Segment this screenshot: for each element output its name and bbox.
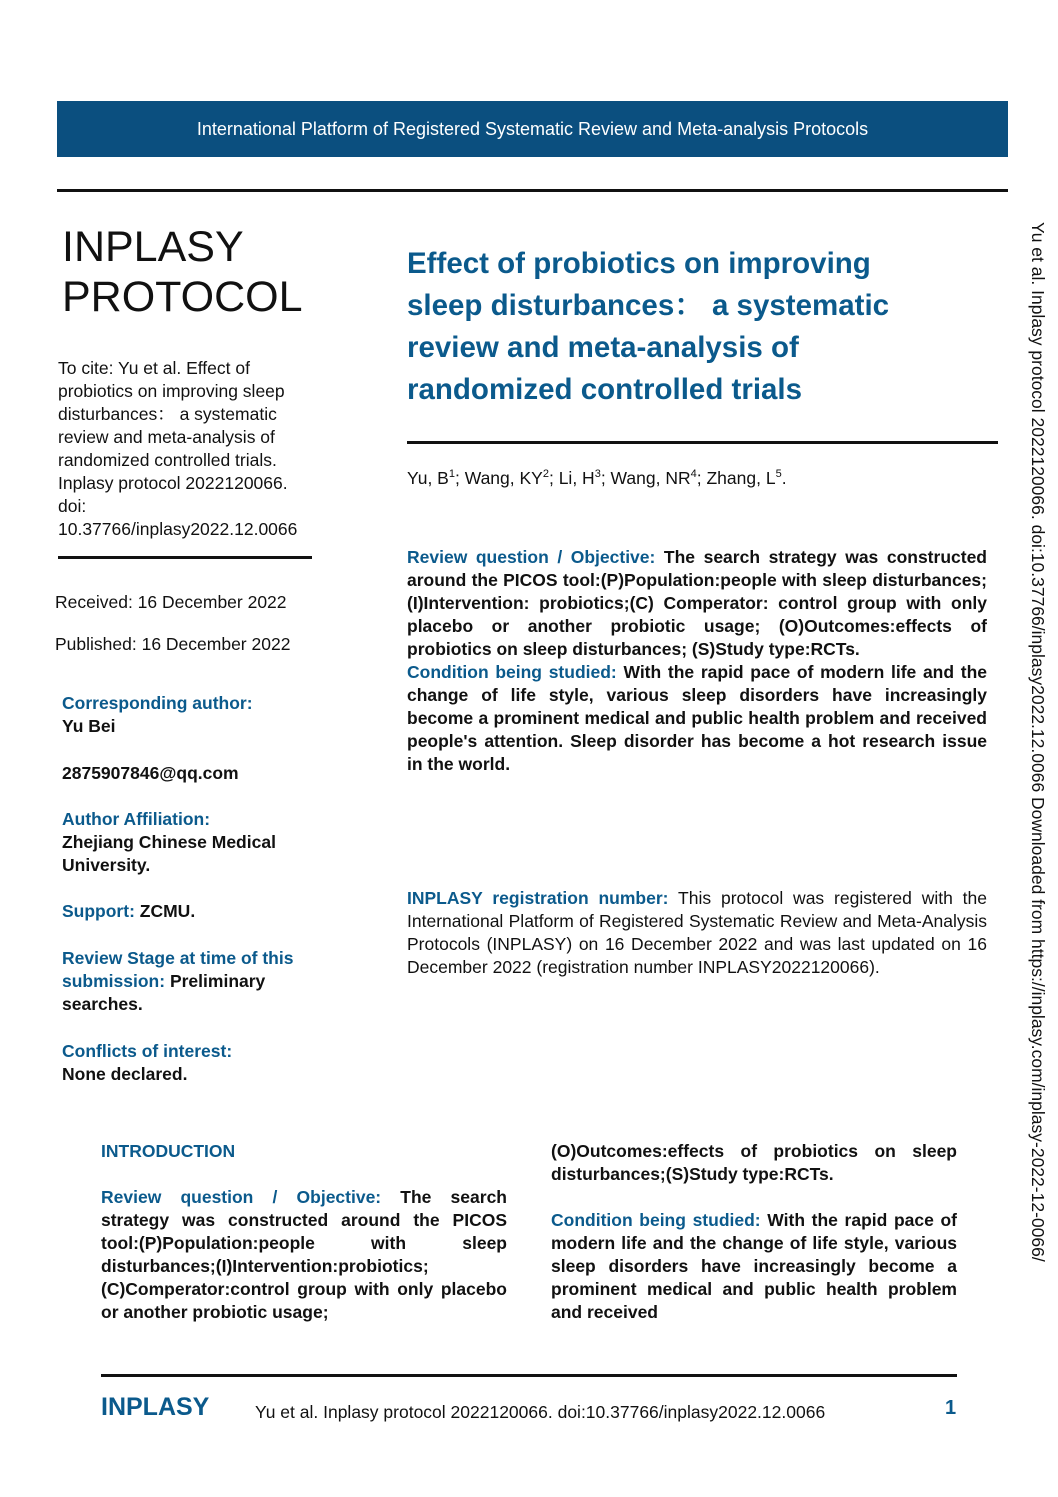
footer-brand: INPLASY <box>101 1393 210 1421</box>
cite-line: review and meta-analysis of <box>58 427 275 447</box>
author-name: Zhang, L <box>706 468 776 488</box>
corresponding-label: Corresponding author: <box>62 693 253 713</box>
stage-value: Preliminary searches. <box>62 971 266 1014</box>
left-divider <box>58 556 312 559</box>
page-number: 1 <box>945 1397 957 1419</box>
stage-label: Review Stage at time of this submission: <box>62 948 294 991</box>
affiliation-label: Author Affiliation: <box>62 809 211 829</box>
citation-block <box>58 357 333 541</box>
published-date: Published: 16 December 2022 <box>55 634 291 654</box>
title-line: review and meta-analysis of <box>407 331 799 364</box>
author-separator: ; <box>454 468 465 488</box>
cite-line: randomized controlled trials. <box>58 450 277 470</box>
cite-line: doi: <box>58 496 87 516</box>
author-affiliation-number: 4 <box>690 468 697 481</box>
review-question-label: Review question / Objective: <box>407 547 656 567</box>
author-affiliation-number: 3 <box>594 468 601 481</box>
affiliation-value: Zhejiang Chinese Medical University. <box>62 832 276 875</box>
title-divider <box>407 441 998 444</box>
body-outcomes-text: (O)Outcomes:effects of probiotics on sleep disturbances;(S)Study type:RCTs. <box>551 1141 957 1184</box>
title-line: randomized controlled trials <box>407 373 803 406</box>
registration-text: This protocol was registered with the International Platform of Registered Systematic Review and Meta-Analysis Protocols (INPLASY) on 16 December 2022 and was last updated on 16 December 2022 (registration number INPLASY2022120066). <box>407 888 987 977</box>
received-date: Received: 16 December 2022 <box>55 592 287 612</box>
registration-label: INPLASY registration number: <box>407 888 669 908</box>
author-affiliation-number: 5 <box>775 468 782 481</box>
conflicts-value: None declared. <box>62 1064 188 1084</box>
cite-line: disturbances： a systematic <box>58 404 277 424</box>
title-line: sleep disturbances： a systematic <box>407 289 890 322</box>
author-separator: ; <box>548 468 559 488</box>
header-banner <box>57 101 1008 157</box>
body-review-question <box>101 1186 507 1324</box>
brand-line-2: PROTOCOL <box>62 273 303 321</box>
body-condition <box>551 1209 957 1324</box>
author-name: Yu, B <box>407 468 449 488</box>
brand-line-1: INPLASY <box>62 223 244 271</box>
cite-line: Inplasy protocol 2022120066. <box>58 473 288 493</box>
body-outcomes-continued <box>551 1140 957 1186</box>
conflicts-label: Conflicts of interest: <box>62 1041 233 1061</box>
review-question-text: The search strategy was constructed around the PICOS tool:(P)Population:people with sleep disturbances; (I)Intervention: probiotics;(C) Comperator: control group with only placebo or another probiotic usage; (O)Outcomes:effects of probiotics on sleep disturbances; (S)Study type:RCTs. <box>407 547 987 659</box>
title-line: Effect of probiotics on improving <box>407 247 871 280</box>
conflicts-of-interest <box>62 1040 332 1086</box>
email-link[interactable]: 2875907846@qq.com <box>62 763 239 783</box>
paper-title <box>407 243 967 411</box>
review-stage <box>62 947 332 1016</box>
author-affiliation-number: 1 <box>448 468 455 481</box>
author-separator: ; <box>600 468 611 488</box>
side-download-notice: Yu et al. Inplasy protocol 2022120066. doi:10.37766/inplasy2022.12.0066 Downloaded from https://inplasy.com/inplasy-2022-12-0066/ <box>1028 222 1048 1262</box>
support-label: Support: <box>62 901 135 921</box>
top-divider <box>57 189 1008 192</box>
support-value: ZCMU. <box>139 901 196 921</box>
author-email <box>62 762 332 785</box>
author-affiliation-number: 2 <box>542 468 549 481</box>
banner-text: International Platform of Registered Systematic Review and Meta-analysis Protocols <box>196 118 869 139</box>
condition-label: Condition being studied: <box>407 662 617 682</box>
body-condition-text: With the rapid pace of modern life and the change of life style, various sleep disorders have increasingly become a prominent medical and public health problem and received <box>551 1210 957 1322</box>
body-condition-label: Condition being studied: <box>551 1210 761 1230</box>
author-name: Wang, NR <box>610 468 691 488</box>
author-name: Wang, KY <box>464 468 543 488</box>
author-affiliation <box>62 808 332 877</box>
footer-divider <box>101 1374 957 1377</box>
author-name: Li, H <box>558 468 595 488</box>
protocol-brand-title <box>62 222 362 322</box>
abstract-review-question <box>407 546 987 776</box>
cite-doi-line[interactable]: 10.37766/inplasy2022.12.0066 <box>58 519 298 539</box>
footer-citation: Yu et al. Inplasy protocol 2022120066. doi:10.37766/inplasy2022.12.0066 <box>255 1402 826 1422</box>
author-list <box>407 468 787 489</box>
corresponding-author <box>62 692 332 738</box>
corresponding-name: Yu Bei <box>62 716 116 736</box>
body-column-right <box>551 1140 957 1347</box>
abstract-registration <box>407 887 987 979</box>
author-separator: . <box>781 468 787 488</box>
body-review-text: The search strategy was constructed around the PICOS tool:(P)Population:people with sleep disturbances;(I)Intervention:probiotics;(C)Comperator:control group with only placebo or another probiotic usage; <box>101 1187 507 1322</box>
cite-line: To cite: Yu et al. Effect of <box>58 358 250 378</box>
body-column-left <box>101 1140 507 1347</box>
introduction-heading: INTRODUCTION <box>101 1141 236 1161</box>
body-review-label: Review question / Objective: <box>101 1187 382 1207</box>
condition-text: With the rapid pace of modern life and the change of life style, various sleep disorders have increasingly become a prominent medical and public health problem and received people's attention. Sleep disorder has become a hot research issue in the world. <box>407 662 987 774</box>
cite-line: probiotics on improving sleep <box>58 381 285 401</box>
author-separator: ; <box>696 468 707 488</box>
support <box>62 900 332 923</box>
